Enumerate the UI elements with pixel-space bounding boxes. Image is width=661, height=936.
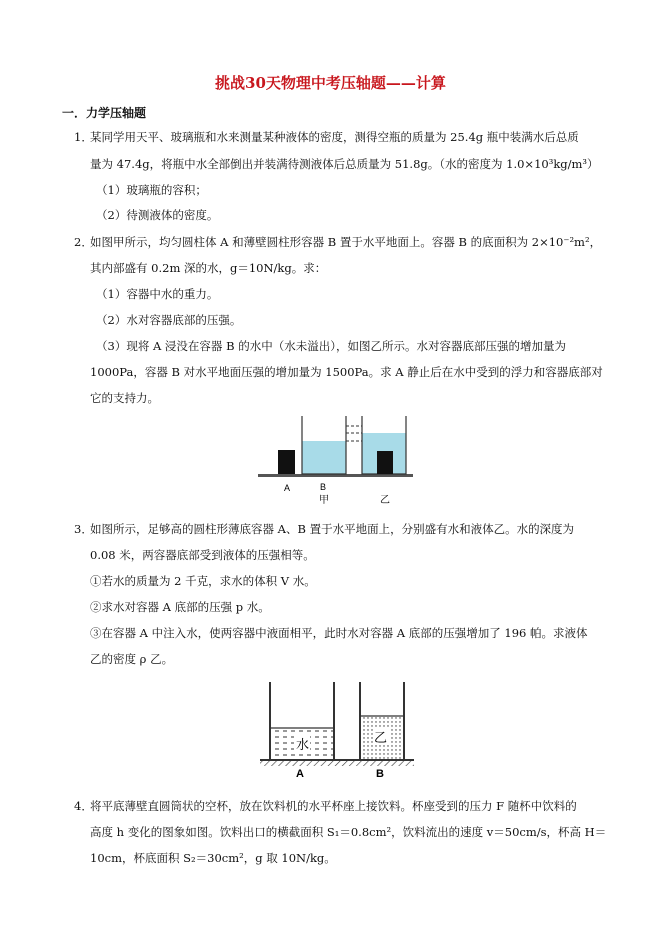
caption-jia: 甲	[319, 495, 329, 506]
question-2-number: 2．	[74, 235, 93, 249]
water-jia	[302, 441, 346, 474]
question-2-part-1: （1）容器中水的重力。	[96, 287, 219, 301]
cylinder-a-submerged	[377, 451, 393, 474]
question-4-line-1: 将平底薄壁直圆筒状的空杯，放在饮料机的水平杯座上接饮料。杯座受到的压力 F 随杯中饮料的	[90, 799, 577, 813]
question-1-line-1: 某同学用天平、玻璃瓶和水来测量某种液体的密度，测得空瓶的质量为 25.4g 瓶中装满水后总质	[90, 130, 579, 144]
question-2-part-3-line-1: （3）现将 A 浸没在容器 B 的水中（水未溢出），如图乙所示。水对容器底部压强的增加量为	[96, 339, 566, 353]
question-2-part-2: （2）水对容器底部的压强。	[96, 313, 242, 327]
question-1-number: 1．	[74, 130, 93, 144]
question-3-part-1: ①若水的质量为 2 千克，求水的体积 V 水。	[90, 574, 316, 588]
question-4-line-2: 高度 h 变化的图象如图。饮料出口的横截面积 S₁＝0.8cm²，饮料流出的速度 v＝50cm/s，杯高 H＝	[90, 825, 607, 839]
figure-3	[258, 680, 416, 780]
question-1-line-2: 量为 47.4g，将瓶中水全部倒出并装满待测液体后总质量为 51.8g。（水的密度为 1.0×10³kg/m³）	[90, 157, 599, 171]
question-4-line-3: 10cm，杯底面积 S₂＝30cm²，g 取 10N/kg。	[90, 851, 336, 865]
question-3-line-2: 0.08 米，两容器底部受到液体的压强相等。	[90, 548, 315, 562]
label-a: A	[296, 768, 304, 780]
question-4-number: 4．	[74, 799, 93, 813]
liquid-label: 乙	[374, 730, 388, 745]
page-title: 挑战30天物理中考压轴题——计算	[215, 74, 446, 92]
question-3-part-2: ②求水对容器 A 底部的压强 p 水。	[90, 600, 270, 614]
question-1-part-1: （1）玻璃瓶的容积；	[96, 183, 207, 197]
section-heading: 一．力学压轴题	[62, 106, 147, 120]
water-label: 水	[296, 737, 310, 752]
label-b: B	[376, 768, 384, 780]
question-3-part-3-line-2: 乙的密度 ρ 乙。	[90, 652, 174, 666]
question-2-line-2: 其内部盛有 0.2m 深的水，g＝10N/kg。求：	[90, 261, 327, 275]
question-2-part-3-line-2: 1000Pa，容器 B 对水平地面压强的增加量为 1500Pa。求 A 静止后在水中受到的浮力和容器底部对	[90, 365, 603, 379]
cylinder-a	[278, 450, 295, 474]
figure-2	[256, 412, 416, 508]
question-3-number: 3．	[74, 522, 93, 536]
question-2-part-3-line-3: 它的支持力。	[90, 391, 159, 405]
question-1-part-2: （2）待测液体的密度。	[96, 208, 219, 222]
question-3-line-1: 如图所示，足够高的圆柱形薄底容器 A、B 置于水平地面上，分别盛有水和液体乙。水的深度为	[90, 522, 575, 536]
label-b: B	[320, 482, 327, 492]
question-3-part-3-line-1: ③在容器 A 中注入水，使两容器中液面相平，此时水对容器 A 底部的压强增加了 196 帕。求液体	[90, 626, 588, 640]
label-a: A	[284, 483, 291, 493]
question-2-line-1: 如图甲所示，均匀圆柱体 A 和薄壁圆柱形容器 B 置于水平地面上。容器 B 的底面积为 2×10⁻²m²，	[90, 235, 602, 249]
caption-yi: 乙	[380, 495, 390, 506]
